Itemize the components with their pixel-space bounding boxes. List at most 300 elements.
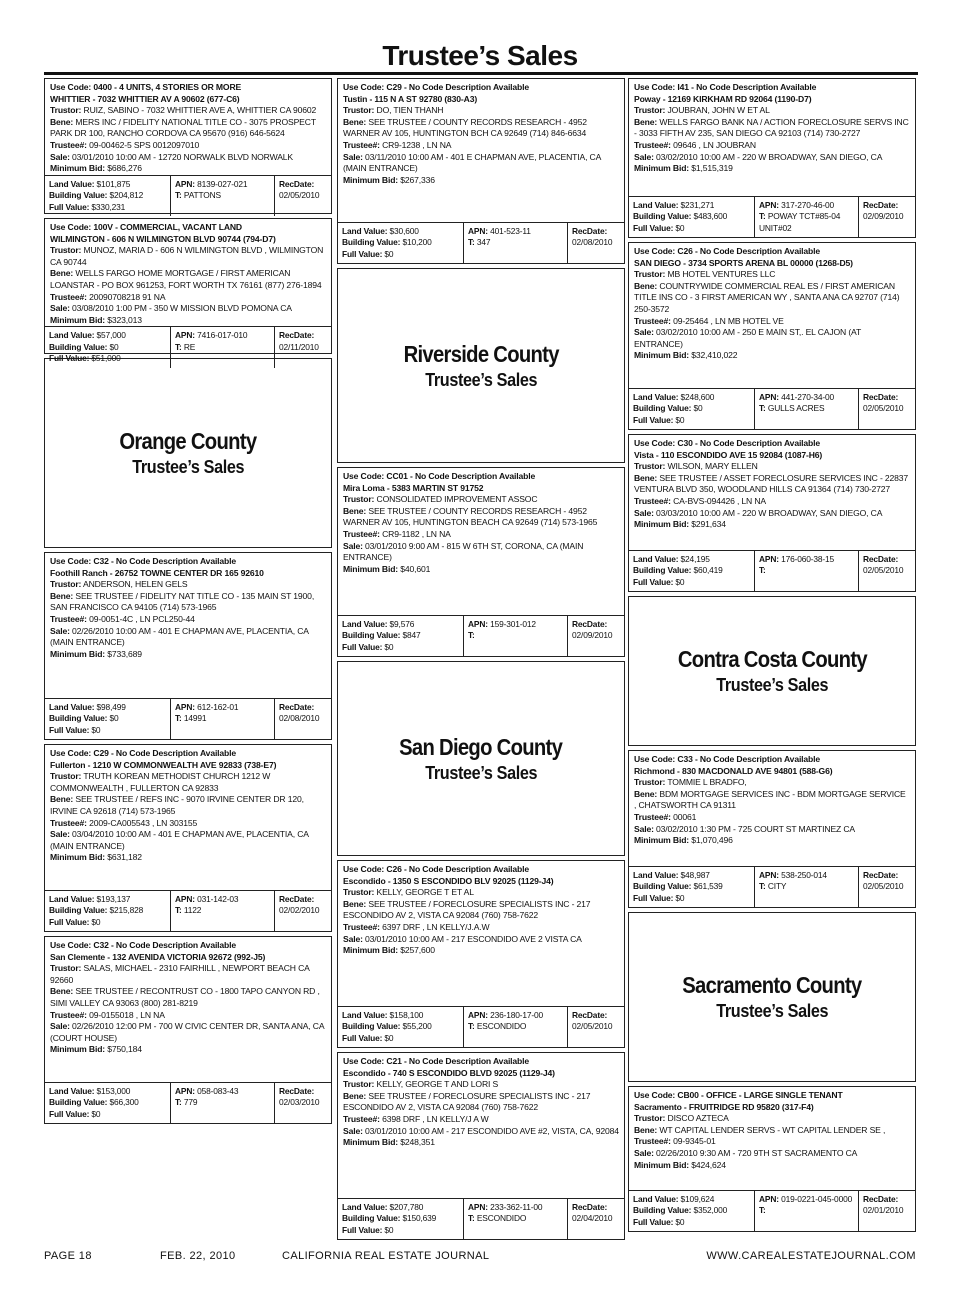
county-subtitle: Trustee’s Sales — [716, 675, 828, 695]
apn-block — [464, 223, 568, 263]
building-value-value: $10,200 — [402, 237, 432, 248]
sale-value: 02/26/2010 12:00 PM - 700 W CIVIC CENTER DR, SANTA ANA, CA (COURT HOUSE) — [50, 1021, 324, 1043]
apn-block — [755, 867, 859, 907]
land-value-label: Land Value: — [633, 1193, 679, 1204]
apn-label: APN: — [175, 893, 195, 904]
trustee-number-label: Trustee#: — [50, 613, 87, 624]
full-value-value: $0 — [91, 1108, 101, 1119]
minimum-bid-label: Minimum Bid: — [50, 163, 106, 174]
minimum-bid-label: Minimum Bid: — [343, 174, 399, 185]
land-value-value: $98,499 — [96, 701, 126, 712]
apn-value: 401-523-11 — [490, 225, 531, 236]
building-value-label: Building Value: — [633, 211, 692, 222]
property-address: WILMINGTON - 606 N WILMINGTON BLVD 90744 (794-D7) — [50, 233, 276, 244]
sale-line — [634, 1148, 910, 1160]
apn-block — [171, 327, 275, 367]
apn-line — [468, 226, 563, 237]
trustee-number-line — [343, 529, 619, 541]
sale-line — [343, 1126, 619, 1138]
apn-value: 019-0221-045-0000 — [781, 1193, 853, 1204]
full-value-line — [49, 1109, 166, 1120]
full-value-value: $0 — [384, 1224, 394, 1235]
minimum-bid-label: Minimum Bid: — [343, 1137, 399, 1148]
tract-label: T: — [175, 905, 182, 916]
apn-label: APN: — [468, 225, 488, 236]
values-block — [629, 197, 755, 237]
building-value-line — [342, 237, 459, 248]
record-values — [45, 326, 331, 367]
building-value-label: Building Value: — [49, 713, 108, 724]
building-value-value: $0 — [109, 713, 119, 724]
sale-line — [634, 152, 910, 164]
land-value-value: $48,987 — [680, 869, 710, 880]
beneficiary-line — [343, 1091, 619, 1114]
tract-value: PATTONS — [183, 190, 221, 201]
building-value-value: $66,300 — [109, 1097, 139, 1108]
apn-label: APN: — [759, 869, 779, 880]
record-body — [45, 219, 331, 326]
tract-line — [759, 1205, 854, 1216]
full-value-label: Full Value: — [49, 201, 90, 212]
trustor-line — [634, 461, 910, 473]
listing-record — [337, 860, 625, 1048]
beneficiary-value: WELLS FARGO BANK NA / ACTION FORECLOSURE SERVS INC - 3033 FIFTH AV 235, SAN DIEGO CA 92103 (714) 730-2727 — [634, 116, 909, 139]
property-address: Sacramento - FRUITRIDGE RD 95820 (317-F4) — [634, 1101, 814, 1112]
minimum-bid-value: $323,013 — [107, 314, 142, 325]
minimum-bid-label: Minimum Bid: — [50, 648, 106, 659]
trustee-number-line — [343, 1114, 619, 1126]
recdate-value: 02/05/2010 — [863, 881, 904, 892]
land-value-label: Land Value: — [49, 1085, 95, 1096]
use-code: Use Code: CB00 - OFFICE - LARGE SINGLE TENANT — [634, 1090, 843, 1100]
county-subtitle: Trustee’s Sales — [425, 762, 537, 783]
trustor-label: Trustor: — [634, 777, 666, 788]
beneficiary-value: SEE TRUSTEE / FORECLOSURE SPECIALISTS INC - 217 ESCONDIDO AV 2, VISTA CA 92084 (760) 758-7622 — [343, 898, 591, 921]
full-value-line — [49, 725, 166, 736]
trustor-label: Trustor: — [343, 1079, 375, 1090]
building-value-line — [633, 1205, 750, 1216]
tract-line — [759, 403, 854, 414]
trustee-number-label: Trustee#: — [343, 528, 380, 539]
trustee-number-value: 09-00462-5 SPS 0012097010 — [89, 139, 200, 150]
apn-line — [175, 179, 270, 190]
land-value-value: $24,195 — [680, 553, 710, 564]
sale-label: Sale: — [343, 540, 363, 551]
listing-record — [337, 467, 625, 657]
recdate-block — [859, 389, 915, 429]
sale-line — [50, 626, 326, 649]
trustee-number-line — [50, 292, 326, 304]
county-subtitle: Trustee’s Sales — [132, 457, 244, 477]
building-value-value: $847 — [402, 630, 421, 641]
apn-label: APN: — [759, 553, 779, 564]
full-value-value: $0 — [675, 1216, 685, 1227]
apn-line — [759, 554, 854, 565]
trustee-number-label: Trustee#: — [50, 817, 87, 828]
tract-line — [175, 190, 270, 201]
sale-value: 03/08/2010 1:00 PM - 350 W MISSION BLVD POMONA CA — [72, 303, 292, 314]
tract-line — [175, 1097, 270, 1108]
record-values — [338, 1198, 624, 1239]
use-code: Use Code: C32 - No Code Description Available — [50, 940, 237, 950]
use-code: Use Code: C26 - No Code Description Available — [634, 246, 821, 256]
beneficiary-label: Bene: — [50, 116, 74, 127]
beneficiary-label: Bene: — [634, 280, 658, 291]
recdate-label: RecDate: — [572, 1009, 608, 1020]
sale-line — [634, 824, 910, 836]
trustee-number-value: 09646 , LN JOUBRAN — [673, 139, 756, 150]
beneficiary-value: SEE TRUSTEE / ASSET FORECLOSURE SERVICES INC - 22837 VENTURA BLVD 350, WOODLAND HILLS CA 91364 (714) 730-2727 — [634, 472, 909, 495]
recdate-label: RecDate: — [572, 618, 608, 629]
tract-value: RE — [183, 341, 196, 352]
tract-label: T: — [468, 1213, 475, 1224]
apn-line — [175, 1086, 270, 1097]
apn-label: APN: — [175, 701, 195, 712]
sale-value: 03/03/2010 10:00 AM - 220 W BROADWAY, SAN DIEGO, CA — [656, 507, 883, 518]
building-value-line — [49, 713, 166, 724]
sale-value: 03/01/2010 9:00 AM - 815 W 6TH ST, CORONA, CA (MAIN ENTRANCE) — [343, 540, 584, 563]
land-value-label: Land Value: — [49, 701, 95, 712]
use-code: Use Code: C21 - No Code Description Available — [343, 1056, 530, 1066]
recdate-value: 02/08/2010 — [572, 237, 613, 248]
building-value-line — [49, 190, 166, 201]
beneficiary-value: WELLS FARGO HOME MORTGAGE / FIRST AMERICAN LOANSTAR - PO BOX 961253, FORT WORTH TX 76161 (877) 276-1894 — [50, 268, 322, 290]
property-address: Mira Loma - 5383 MARTIN ST 91752 — [343, 482, 484, 493]
apn-line — [175, 330, 270, 341]
minimum-bid-line — [343, 945, 619, 957]
land-value-value: $109,624 — [680, 1193, 715, 1204]
building-value-line — [633, 881, 750, 892]
trustee-number-value: 09-0155018 , LN NA — [89, 1009, 165, 1020]
full-value-line — [342, 1225, 459, 1236]
building-value-label: Building Value: — [633, 403, 692, 414]
record-body — [45, 937, 331, 1082]
building-value-line — [633, 211, 750, 222]
trustee-number-value: 09-0051-4C , LN PCL250-44 — [89, 613, 195, 624]
sale-value: 03/01/2010 10:00 AM - 217 ESCONDIDO AVE #2, VISTA, CA, 92084 — [365, 1125, 619, 1136]
land-value-value: $193,137 — [96, 893, 131, 904]
beneficiary-line — [634, 789, 910, 812]
trustor-line — [50, 245, 326, 268]
building-value-label: Building Value: — [342, 1021, 401, 1032]
property-address: WHITTIER - 7032 WHITTIER AV A 90602 (677-C6) — [50, 93, 240, 104]
full-value-value: $0 — [384, 1032, 394, 1043]
sale-value: 03/04/2010 10:00 AM - 401 E CHAPMAN AVE, PLACENTIA, CA (MAIN ENTRANCE) — [50, 829, 309, 851]
apn-value: 058-083-43 — [197, 1085, 239, 1096]
sale-value: 03/01/2010 10:00 AM - 217 ESCONDIDO AVE 2 VISTA CA — [365, 933, 582, 944]
sale-value: 03/02/2010 10:00 AM - 250 E MAIN ST,. EL CAJON (AT ENTRANCE) — [634, 327, 861, 349]
sale-label: Sale: — [343, 151, 363, 162]
minimum-bid-line — [634, 163, 910, 175]
land-value-value: $9,576 — [389, 618, 415, 629]
full-value-line — [342, 1033, 459, 1044]
sale-line — [343, 934, 619, 946]
tract-value: 779 — [183, 1097, 198, 1108]
record-values — [338, 222, 624, 263]
tract-label: T: — [175, 1097, 182, 1108]
footer-journal: CALIFORNIA REAL ESTATE JOURNAL — [282, 1250, 490, 1262]
beneficiary-value: BDM MORTGAGE SERVICES INC - BDM MORTGAGE SERVICE , CHATSWORTH CA 91311 — [634, 788, 906, 811]
minimum-bid-value: $248,351 — [400, 1137, 435, 1148]
beneficiary-label: Bene: — [50, 590, 74, 601]
beneficiary-label: Bene: — [343, 1090, 367, 1101]
recdate-block — [568, 616, 624, 656]
trustee-number-label: Trustee#: — [634, 811, 671, 822]
beneficiary-value: COUNTRYWIDE COMMERCIAL REAL ES / FIRST AMERICAN TITLE INS CO - 3 FIRST AMERICAN WY , SANTA ANA CA 92707 (714) 250-3572 — [634, 280, 900, 314]
listing-record — [628, 242, 916, 430]
minimum-bid-line — [634, 835, 910, 847]
recdate-label: RecDate: — [279, 1085, 315, 1096]
record-values — [629, 1190, 915, 1231]
trustee-number-value: CR9-1182 , LN NA — [382, 528, 451, 539]
apn-block — [755, 197, 859, 237]
title-rule — [44, 72, 918, 75]
county-subtitle: Trustee’s Sales — [716, 1001, 828, 1021]
trustee-number-line — [634, 812, 910, 824]
trustee-number-value: 00061 — [673, 811, 697, 822]
tract-value: 347 — [476, 237, 491, 248]
minimum-bid-line — [343, 175, 619, 187]
trustee-number-value: 09-25464 , LN MB HOTEL VE — [673, 315, 784, 326]
minimum-bid-label: Minimum Bid: — [50, 314, 106, 325]
trustor-label: Trustor: — [50, 245, 82, 256]
property-address: SAN DIEGO - 3734 SPORTS ARENA BL 00000 (1268-D5) — [634, 257, 853, 268]
full-value-value: $0 — [91, 916, 101, 927]
trustee-number-label: Trustee#: — [634, 495, 671, 506]
beneficiary-value: SEE TRUSTEE / REFS INC - 9070 IRVINE CENTER DR 120, IRVINE CA 92618 (714) 573-1965 — [50, 794, 304, 816]
trustor-label: Trustor: — [634, 105, 666, 116]
sale-label: Sale: — [50, 625, 70, 636]
land-value-value: $153,000 — [96, 1085, 131, 1096]
listing-record — [44, 78, 332, 214]
record-body — [338, 79, 624, 222]
tract-line — [468, 1213, 563, 1224]
land-value-value: $207,780 — [389, 1201, 424, 1212]
beneficiary-value: SEE TRUSTEE / FIDELITY NAT TITLE CO - 135 MAIN ST 1900, SAN FRANCISCO CA 94105 (714) 573-1965 — [50, 590, 315, 613]
minimum-bid-line — [343, 1137, 619, 1149]
apn-block — [171, 1083, 275, 1123]
apn-label: APN: — [759, 199, 779, 210]
recdate-block — [568, 1199, 624, 1239]
recdate-block — [568, 1007, 624, 1047]
county-header-sacramento — [628, 912, 916, 1082]
building-value-value: $0 — [693, 403, 703, 414]
apn-line — [759, 1194, 854, 1205]
beneficiary-line — [50, 794, 326, 817]
trustor-value: JOUBRAN, JOHN W ET AL — [667, 105, 770, 116]
beneficiary-value: SEE TRUSTEE / COUNTY RECORDS RESEARCH - 4952 WARNER AV 105, HUNTINGTON BEACH CA 92649 (714) 573-1965 — [343, 505, 598, 528]
tract-value: 14991 — [183, 713, 207, 724]
full-value-line — [633, 223, 750, 234]
full-value-label: Full Value: — [342, 1224, 383, 1235]
recdate-block — [568, 223, 624, 263]
recdate-value: 02/09/2010 — [572, 630, 613, 641]
record-body — [338, 468, 624, 615]
full-value-line — [633, 893, 750, 904]
apn-block — [171, 891, 275, 931]
recdate-label: RecDate: — [279, 893, 315, 904]
minimum-bid-label: Minimum Bid: — [343, 563, 399, 574]
trustor-value: CONSOLIDATED IMPROVEMENT ASSOC — [376, 494, 538, 505]
property-address: Escondido - 1350 S ESCONDIDO BLV 92025 (1129-J4) — [343, 875, 554, 886]
building-value-value: $483,600 — [693, 211, 728, 222]
apn-value: 317-270-46-00 — [781, 199, 835, 210]
building-value-label: Building Value: — [49, 190, 108, 201]
county-name: Sacramento County — [682, 972, 862, 998]
trustor-line — [343, 494, 619, 506]
apn-line — [759, 870, 854, 881]
beneficiary-label: Bene: — [634, 472, 658, 483]
apn-line — [175, 894, 270, 905]
record-body — [629, 435, 915, 550]
apn-value: 7416-017-010 — [197, 330, 248, 341]
beneficiary-line — [50, 986, 326, 1009]
county-header-contra-costa — [628, 596, 916, 746]
recdate-value: 02/05/2010 — [572, 1021, 613, 1032]
land-value-label: Land Value: — [342, 1201, 388, 1212]
trustee-number-label: Trustee#: — [50, 1009, 87, 1020]
full-value-label: Full Value: — [49, 916, 90, 927]
record-values — [45, 175, 331, 216]
trustee-number-line — [343, 922, 619, 934]
land-value-label: Land Value: — [342, 1009, 388, 1020]
full-value-value: $51,000 — [91, 353, 121, 364]
recdate-value: 02/05/2010 — [279, 190, 320, 201]
beneficiary-line — [634, 117, 910, 140]
tract-line — [759, 881, 854, 892]
minimum-bid-line — [634, 519, 910, 531]
beneficiary-value: SEE TRUSTEE / RECONTRUST CO - 1800 TAPO CANYON RD , SIMI VALLEY CA 93063 (800) 281-8219 — [50, 986, 320, 1008]
land-value-line — [49, 1086, 166, 1097]
recdate-label: RecDate: — [279, 701, 315, 712]
trustee-number-label: Trustee#: — [634, 315, 671, 326]
full-value-label: Full Value: — [49, 1108, 90, 1119]
land-value-line — [342, 226, 459, 237]
beneficiary-line — [343, 117, 619, 140]
property-address: Escondido - 740 S ESCONDIDO BLVD 92025 (1129-J4) — [343, 1067, 555, 1078]
beneficiary-line — [50, 591, 326, 614]
trustor-label: Trustor: — [634, 1113, 666, 1124]
trustee-number-value: CR9-1238 , LN NA — [382, 139, 452, 150]
minimum-bid-label: Minimum Bid: — [634, 835, 690, 846]
trustor-line — [50, 105, 326, 117]
building-value-line — [49, 905, 166, 916]
trustor-value: RUIZ, SABINO - 7032 WHITTIER AVE A, WHITTIER CA 90602 — [83, 105, 317, 116]
land-value-label: Land Value: — [342, 225, 388, 236]
land-value-label: Land Value: — [633, 869, 679, 880]
trustor-value: ANDERSON, HELEN GELS — [83, 579, 188, 590]
record-body — [629, 79, 915, 196]
beneficiary-line — [50, 268, 326, 291]
minimum-bid-line — [50, 852, 326, 864]
trustor-line — [634, 1113, 910, 1125]
trustee-number-label: Trustee#: — [50, 139, 87, 150]
recdate-value: 02/02/2010 — [279, 905, 320, 916]
land-value-label: Land Value: — [633, 553, 679, 564]
full-value-label: Full Value: — [49, 353, 90, 364]
values-block — [629, 389, 755, 429]
minimum-bid-line — [634, 350, 910, 362]
listing-record — [44, 218, 332, 364]
beneficiary-line — [50, 117, 326, 140]
apn-value: 612-162-01 — [197, 701, 239, 712]
use-code: Use Code: 100V - COMMERCIAL, VACANT LAND — [50, 222, 242, 232]
sale-value: 03/02/2010 1:30 PM - 725 COURT ST MARTINEZ CA — [656, 823, 855, 834]
trustor-line — [634, 777, 910, 789]
listing-record — [337, 78, 625, 264]
building-value-value: $0 — [109, 341, 119, 352]
land-value-line — [49, 179, 166, 190]
recdate-label: RecDate: — [863, 391, 899, 402]
property-address: Vista - 110 ESCONDIDO AVE 15 92084 (1087-H6) — [634, 449, 823, 460]
trustor-value: DO, TIEN THANH — [376, 105, 444, 116]
trustor-label: Trustor: — [634, 461, 666, 472]
sale-value: 03/11/2010 10:00 AM - 401 E CHAPMAN AVE, PLACENTIA, CA (MAIN ENTRANCE) — [343, 151, 601, 174]
trustor-line — [50, 579, 326, 591]
tract-line — [468, 1021, 563, 1032]
full-value-label: Full Value: — [342, 248, 383, 259]
minimum-bid-value: $32,410,022 — [691, 350, 738, 361]
building-value-label: Building Value: — [342, 630, 401, 641]
values-block — [45, 891, 171, 931]
county-subtitle: Trustee’s Sales — [425, 369, 537, 390]
tract-label: T: — [468, 237, 475, 248]
recdate-block — [859, 197, 915, 237]
trustor-line — [343, 887, 619, 899]
building-value-line — [342, 1213, 459, 1224]
apn-value: 233-362-11-00 — [490, 1201, 543, 1212]
minimum-bid-label: Minimum Bid: — [50, 1044, 106, 1055]
full-value-line — [49, 917, 166, 928]
trustor-value: MUNOZ, MARIA D - 606 N WILMINGTON BLVD , WILMINGTON CA 90744 — [50, 245, 324, 267]
building-value-value: $204,812 — [109, 190, 144, 201]
land-value-value: $101,875 — [96, 178, 131, 189]
record-body — [338, 1053, 624, 1198]
trustor-value: MB HOTEL VENTURES LLC — [667, 269, 776, 280]
land-value-value: $248,600 — [680, 391, 715, 402]
beneficiary-line — [343, 506, 619, 529]
trustor-line — [634, 269, 910, 281]
building-value-line — [342, 630, 459, 641]
apn-block — [464, 1007, 568, 1047]
apn-label: APN: — [759, 1193, 779, 1204]
use-code: Use Code: C32 - No Code Description Available — [50, 556, 237, 566]
use-code: Use Code: 0400 - 4 UNITS, 4 STORIES OR MORE — [50, 82, 242, 92]
trustor-value: TOMMIE L BRADFO, — [667, 777, 747, 788]
record-values — [629, 196, 915, 237]
sale-line — [343, 541, 619, 564]
sale-line — [634, 508, 910, 520]
land-value-value: $30,600 — [389, 225, 419, 236]
recdate-value: 02/11/2010 — [279, 341, 319, 352]
listing-record — [628, 434, 916, 592]
record-body — [629, 1087, 915, 1190]
record-values — [338, 1006, 624, 1047]
record-values — [629, 550, 915, 591]
beneficiary-label: Bene: — [634, 116, 658, 127]
land-value-label: Land Value: — [49, 893, 95, 904]
minimum-bid-value: $424,624 — [691, 1159, 726, 1170]
recdate-value: 02/03/2010 — [279, 1097, 320, 1108]
recdate-block — [275, 891, 331, 931]
trustee-number-label: Trustee#: — [634, 139, 671, 150]
full-value-label: Full Value: — [342, 1032, 383, 1043]
beneficiary-value: SEE TRUSTEE / COUNTY RECORDS RESEARCH - 4952 WARNER AV 105, HUNTINGTON BCH CA 92649 (714) 846-6634 — [343, 116, 587, 139]
minimum-bid-value: $686,276 — [107, 163, 142, 174]
apn-line — [759, 392, 854, 403]
building-value-value: $60,419 — [693, 565, 723, 576]
full-value-line — [633, 577, 750, 588]
